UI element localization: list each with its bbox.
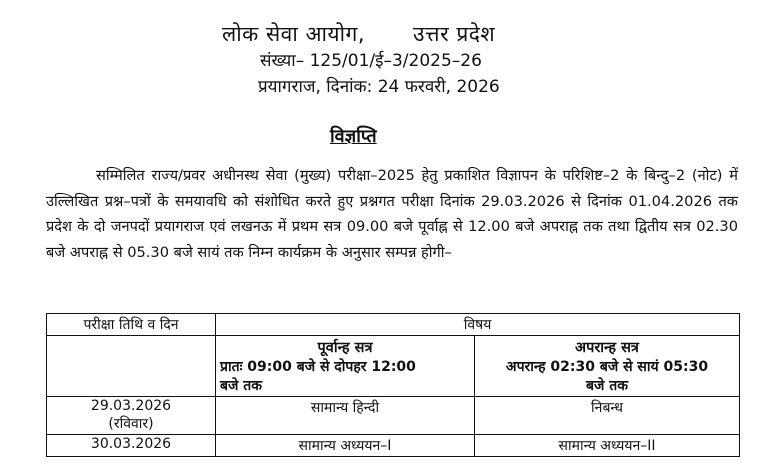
exam-day: (रविवार) xyxy=(108,416,154,432)
reference-number: संख्या– 125/01/ई–3/2025–26 xyxy=(260,51,482,71)
exam-date: 30.03.2026 xyxy=(90,436,172,452)
organization-name xyxy=(222,20,495,48)
exam-schedule-table xyxy=(46,313,740,457)
afternoon-session-title: अपरान्ह सत्र xyxy=(575,340,639,356)
morning-subject: सामान्य अध्ययन–I xyxy=(216,435,475,457)
org-name-part2: उत्तर प्रदेश xyxy=(413,22,496,46)
morning-session-header xyxy=(216,336,475,397)
exam-date: 29.03.2026 xyxy=(90,398,172,414)
exam-date-cell xyxy=(47,435,216,457)
morning-subject: सामान्य हिन्दी xyxy=(216,397,475,435)
afternoon-session-time: अपरान्ह 02:30 बजे से सायं 05:30 xyxy=(505,359,709,375)
morning-session-time: प्रातः 09:00 बजे से दोपहर 12:00 xyxy=(220,359,416,375)
notice-body-paragraph: सम्मिलित राज्य/प्रवर अधीनस्थ सेवा (मुख्य) परीक्षा–2025 हेतु प्रकाशित विज्ञापन के परिशिष्ट–2 के बिन्दु–2 (नोट) में उल्लिखित प्रश्न–पत्रों के समयावधि को संशोधित करते हुए प्रश्नगत परीक्षा दिनांक 29.03.2026 से दिनांक 01.04.2026 तक प्रदेश के दो जनपदों प्रयागराज एवं लखनऊ में प्रथम सत्र 09.00 बजे पूर्वाह्न से 12.00 बजे अपराह्न तक तथा द्वितीय सत्र 02.30 बजे अपराह्न से 05.30 बजे सायं तक निम्न कार्यक्रम के अनुसार सम्पन्न होगी– xyxy=(46,167,738,261)
org-name-part1: लोक सेवा आयोग, xyxy=(222,22,366,46)
table-row xyxy=(47,435,740,457)
empty-cell xyxy=(47,336,216,397)
subject-column-header: विषय xyxy=(216,314,740,336)
place-date-line: प्रयागराज, दिनांक: 24 फरवरी, 2026 xyxy=(258,77,500,97)
afternoon-session-time-end: बजे तक xyxy=(586,378,628,394)
date-column-header: परीक्षा तिथि व दिन xyxy=(47,314,216,336)
table-row xyxy=(47,397,740,435)
session-header-row xyxy=(47,336,740,397)
exam-date-cell xyxy=(47,397,216,435)
morning-session-title: पूर्वान्ह सत्र xyxy=(317,340,373,356)
morning-session-time-end: बजे तक xyxy=(220,378,262,394)
notice-title: विज्ञप्ति xyxy=(330,126,377,147)
afternoon-session-header xyxy=(475,336,740,397)
afternoon-subject: सामान्य अध्ययन–II xyxy=(475,435,740,457)
table-header-row xyxy=(47,314,740,336)
afternoon-subject: निबन्ध xyxy=(475,397,740,435)
